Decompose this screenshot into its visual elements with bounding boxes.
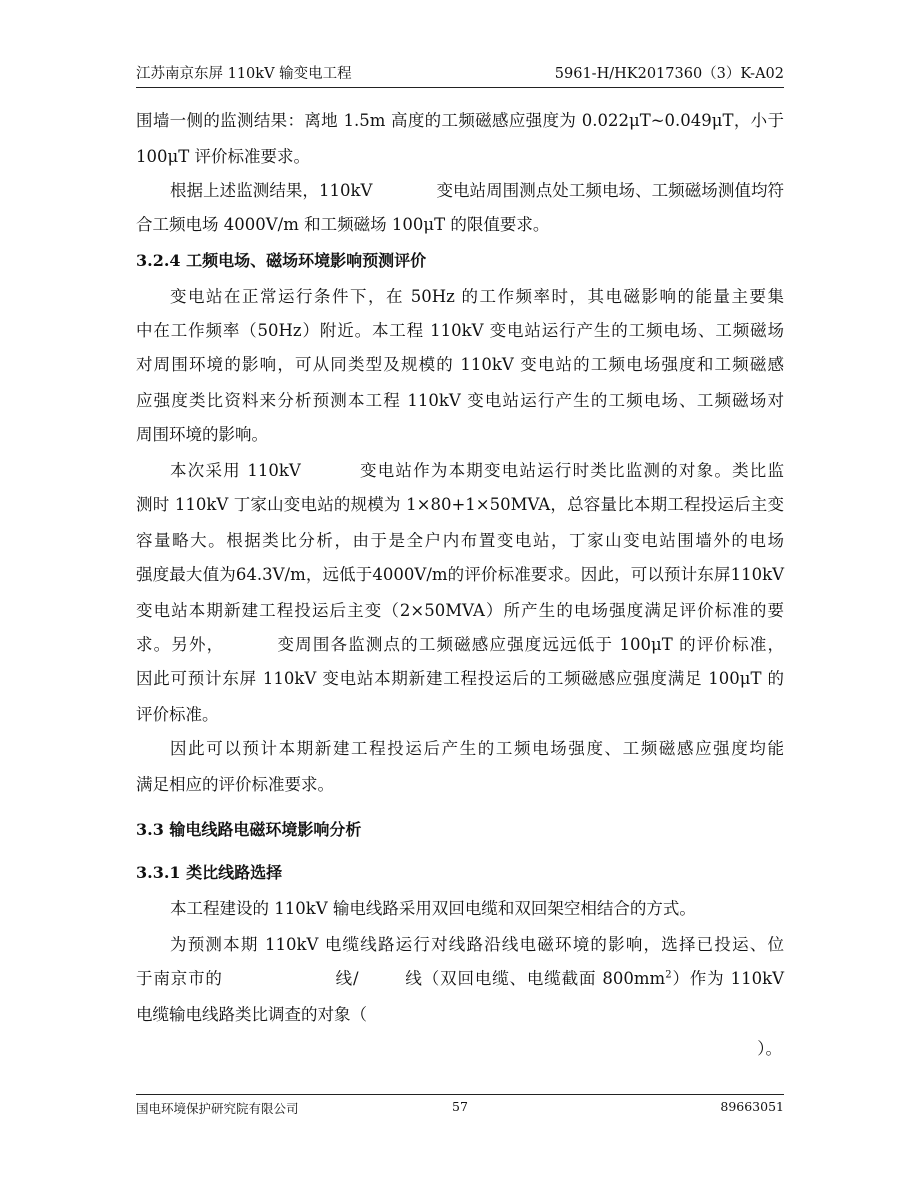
- body-line: 变电站本期新建工程投运后主变（2×50MVA）所产生的电场强度满足评价标准的要: [136, 601, 784, 620]
- body-line: 对周围环境的影响，可从同类型及规模的 110kV 变电站的工频电场强度和工频磁感: [136, 355, 784, 374]
- body-line: 本工程建设的 110kV 输电线路采用双回电缆和双回架空相结合的方式。: [170, 899, 696, 918]
- body-line: 100μT 评价标准要求。: [136, 147, 310, 166]
- body-line: 周围环境的影响。: [136, 425, 268, 444]
- text-fragment: 于南京市的: [136, 969, 223, 988]
- footer-rule: [136, 1094, 784, 1095]
- header-rule: [136, 87, 784, 88]
- body-line: [136, 630, 784, 660]
- body-line: [136, 176, 784, 206]
- body-line: 评价标准。: [136, 705, 219, 724]
- page-header: [136, 62, 784, 84]
- body-line: [136, 964, 784, 994]
- body-line: 测时 110kV 丁家山变电站的规模为 1×80+1×50MVA，总容量比本期工程投运后主变: [136, 495, 784, 514]
- body-line: 中在工作频率（50Hz）附近。本工程 110kV 变电站运行产生的工频电场、工频磁场: [136, 321, 784, 340]
- page-number: 57: [452, 1099, 468, 1114]
- footer-phone: 89663051: [720, 1099, 784, 1114]
- body-line: 为预测本期 110kV 电缆线路运行对线路沿线电磁环境的影响，选择已投运、位: [170, 935, 784, 954]
- body-line: 容量略大。根据类比分析，由于是全户内布置变电站，丁家山变电站围墙外的电场: [136, 531, 784, 550]
- text-fragment: 变电站作为本期变电站运行时类比监测的对象。类比监: [358, 461, 784, 480]
- body-line: 因此可以预计本期新建工程投运后产生的工频电场强度、工频磁感应强度均能: [170, 739, 784, 758]
- page-footer: [136, 1099, 784, 1117]
- section-heading-3-3: 3.3 输电线路电磁环境影响分析: [136, 820, 362, 839]
- body-line: 满足相应的评价标准要求。: [136, 775, 334, 794]
- section-heading-3-3-1: 3.3.1 类比线路选择: [136, 863, 283, 882]
- body-line: 强度最大值为64.3V/m，远低于4000V/m的评价标准要求。因此，可以预计东屏110kV: [136, 565, 784, 584]
- text-fragment: 变电站周围测点处工频电场、工频磁场测值均符: [436, 181, 784, 200]
- text-fragment: 线（双回电缆、电缆截面 800mm: [404, 969, 666, 988]
- footer-organization: 国电环境保护研究院有限公司: [136, 1101, 299, 1116]
- body-line: 因此可预计东屏 110kV 变电站本期新建工程投运后的工频磁感应强度满足 100μT 的: [136, 669, 784, 688]
- body-line: 围墙一侧的监测结果：离地 1.5m 高度的工频磁感应强度为 0.022μT~0.049μT，小于: [136, 111, 784, 130]
- text-fragment: 本次采用 110kV: [170, 461, 301, 480]
- text-fragment: ）作为 110kV: [671, 969, 785, 988]
- text-fragment: 变周围各监测点的工频磁感应强度远远低于 100μT 的评价标准，: [276, 635, 784, 654]
- body-line: 合工频电场 4000V/m 和工频磁场 100μT 的限值要求。: [136, 215, 550, 234]
- header-document-code: 5961-H/HK2017360（3）K-A02: [554, 66, 784, 82]
- section-heading-3-2-4: 3.2.4 工频电场、磁场环境影响预测评价: [136, 251, 427, 270]
- header-project-title: 江苏南京东屏 110kV 输变电工程: [136, 66, 352, 82]
- text-fragment: 求。另外，: [136, 635, 225, 654]
- body-line: 电缆输电线路类比调查的对象（: [136, 1005, 367, 1024]
- superscript: 2: [665, 969, 672, 981]
- body-line: ）。: [757, 1039, 782, 1058]
- body-line: 变电站在正常运行条件下，在 50Hz 的工作频率时，其电磁影响的能量主要集: [170, 287, 784, 306]
- body-line: 应强度类比资料来分析预测本工程 110kV 变电站运行产生的工频电场、工频磁场对: [136, 391, 784, 410]
- body-line: [136, 456, 784, 486]
- text-fragment: 根据上述监测结果，110kV: [170, 181, 373, 200]
- text-fragment: 线/: [334, 969, 359, 988]
